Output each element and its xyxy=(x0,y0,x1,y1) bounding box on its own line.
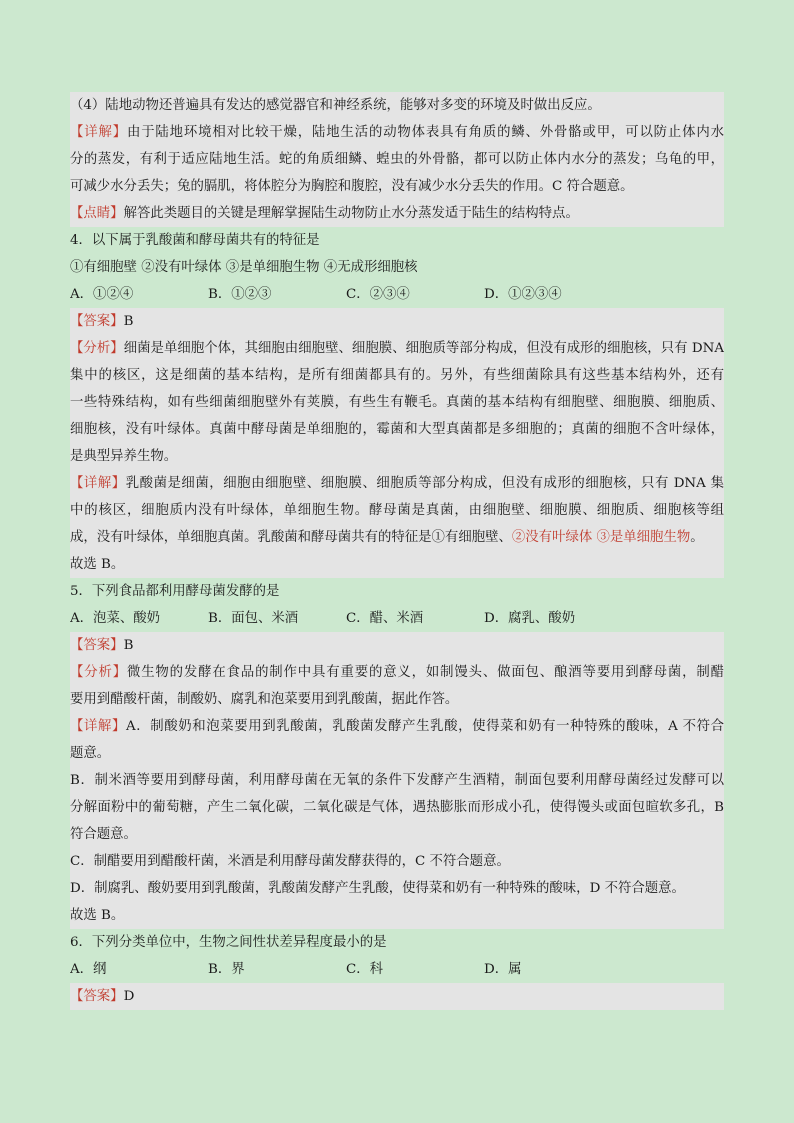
q5-detail-line: 题意。 xyxy=(70,746,111,761)
q4-detail-line: 成，没有叶绿体，单细胞真菌。乳酸菌和酵母菌共有的特征是①有细胞壁、②没有叶绿体 ③是单细胞生物。 xyxy=(70,530,704,545)
highlighted-text: ②没有叶绿体 ③是单细胞生物 xyxy=(511,530,691,545)
comment-tag: 【点睛】 xyxy=(70,206,124,221)
q4-analysis-line: 一些特殊结构，如有些细菌细胞壁外有荚膜，有些生有鞭毛。真菌的基本结构有细胞壁、细胞膜、细胞质、 xyxy=(70,395,724,410)
q5-detail-line: C．制醋要用到醋酸杆菌，米酒是利用酵母菌发酵获得的，C 不符合题意。 xyxy=(70,854,510,869)
q5-detail-line: 符合题意。 xyxy=(70,827,137,842)
q6-option-d: D．属 xyxy=(484,962,522,977)
q4-detail-line: 【详解】乳酸菌是细菌，细胞由细胞壁、细胞膜、细胞质等部分构成，但没有成形的细胞核，只有 DNA 集 xyxy=(70,476,724,491)
q6-option-b: B．界 xyxy=(208,962,245,977)
q3-detail-line: 分的蒸发，有利于适应陆地生活。蛇的角质细鳞、蝗虫的外骨骼，都可以防止体内水分的蒸发；乌龟的甲， xyxy=(70,152,724,167)
q4-analysis-line: 【分析】细菌是单细胞个体，其细胞由细胞壁、细胞膜、细胞质等部分构成，但没有成形的细胞核，只有 DNA xyxy=(70,341,724,356)
q5-conclusion: 故选 B。 xyxy=(70,908,125,923)
analysis-tag: 【分析】 xyxy=(70,665,127,680)
detail-tag: 【详解】 xyxy=(70,719,126,734)
answer-tag: 【答案】 xyxy=(70,638,124,653)
q3-detail-line: 【详解】由于陆地环境相对比较干燥，陆地生活的动物体表具有角质的鳞、外骨骼或甲，可以防止体内水 xyxy=(70,125,724,140)
q4-option-d: D．①②③④ xyxy=(484,287,562,302)
q5-detail-line: 分解面粉中的葡萄糖，产生二氧化碳，二氧化碳是气体，遇热膨胀而形成小孔，使得馒头或面包暄软多孔，B xyxy=(70,800,724,815)
q3-detail-line: 可减少水分丢失；兔的膈肌，将体腔分为胸腔和腹腔，没有减少水分丢失的作用。C 符合题意。 xyxy=(70,179,634,194)
answer-tag: 【答案】 xyxy=(70,989,124,1004)
q5-option-a: A．泡菜、酸奶 xyxy=(70,611,161,626)
q4-analysis-line: 细胞核，没有叶绿体。真菌中酵母菌是单细胞的，霉菌和大型真菌都是多细胞的；真菌的细胞不含叶绿体， xyxy=(70,422,724,437)
q4-analysis-line: 集中的核区，这是细菌的基本结构，是所有细菌都具有的。另外，有些细菌除具有这些基本结构外，还有 xyxy=(70,368,724,383)
q6-options xyxy=(70,956,724,983)
q4-explanation-block xyxy=(70,308,724,578)
q5-option-c: C．醋、米酒 xyxy=(346,611,424,626)
q3-comment: 【点睛】解答此类题目的关键是理解掌握陆生动物防止水分蒸发适于陆生的结构特点。 xyxy=(70,206,579,221)
q5-explanation-block xyxy=(70,632,724,929)
q5-option-b: B．面包、米酒 xyxy=(208,611,299,626)
detail-tag: 【详解】 xyxy=(70,125,127,140)
q4-answer: 【答案】B xyxy=(70,314,134,329)
q6-option-a: A．纲 xyxy=(70,962,107,977)
q5-option-d: D．腐乳、酸奶 xyxy=(484,611,576,626)
q4-conclusion: 故选 B。 xyxy=(70,557,125,572)
q5-detail-line: D．制腐乳、酸奶要用到乳酸菌，乳酸菌发酵产生乳酸，使得菜和奶有一种特殊的酸味，D 不符合题意。 xyxy=(70,881,685,896)
q6-option-c: C．科 xyxy=(346,962,384,977)
q4-option-c: C．②③④ xyxy=(346,287,410,302)
q4-stem: 4．以下属于乳酸菌和酵母菌共有的特征是 xyxy=(70,233,320,248)
q5-detail-line: B．制米酒等要用到酵母菌，利用酵母菌在无氧的条件下发酵产生酒精，制面包要利用酵母菌经过发酵可以 xyxy=(70,773,724,788)
analysis-tag: 【分析】 xyxy=(70,341,124,356)
q3-item4: （4）陆地动物还普遍具有发达的感觉器官和神经系统，能够对多变的环境及时做出反应。 xyxy=(70,98,601,113)
q5-analysis-line: 【分析】微生物的发酵在食品的制作中具有重要的意义，如制馒头、做面包、酿酒等要用到酵母菌，制醋 xyxy=(70,665,724,680)
q4-features: ①有细胞壁 ②没有叶绿体 ③是单细胞生物 ④无成形细胞核 xyxy=(70,260,418,275)
q5-detail-line: 【详解】A．制酸奶和泡菜要用到乳酸菌，乳酸菌发酵产生乳酸，使得菜和奶有一种特殊的酸味，A 不符合 xyxy=(70,719,724,734)
q4-option-a: A．①②④ xyxy=(70,287,134,302)
document-page xyxy=(70,92,724,1010)
q3-explanation-block xyxy=(70,92,724,227)
answer-tag: 【答案】 xyxy=(70,314,124,329)
q4-option-b: B．①②③ xyxy=(208,287,272,302)
q4-options xyxy=(70,281,724,308)
q6-stem: 6．下列分类单位中，生物之间性状差异程度最小的是 xyxy=(70,935,387,950)
q6-explanation-block xyxy=(70,983,724,1010)
q5-options xyxy=(70,605,724,632)
q5-answer: 【答案】B xyxy=(70,638,134,653)
detail-tag: 【详解】 xyxy=(70,476,126,491)
q4-detail-line: 中的核区，细胞质内没有叶绿体，单细胞生物。酵母菌是真菌，由细胞壁、细胞膜、细胞质、细胞核等组 xyxy=(70,503,724,518)
q4-analysis-line: 是典型异养生物。 xyxy=(70,449,178,464)
q5-stem: 5．下列食品都利用酵母菌发酵的是 xyxy=(70,584,280,599)
q6-answer: 【答案】D xyxy=(70,989,135,1004)
q5-analysis-line: 要用到醋酸杆菌，制酸奶、腐乳和泡菜要用到乳酸菌，据此作答。 xyxy=(70,692,459,707)
